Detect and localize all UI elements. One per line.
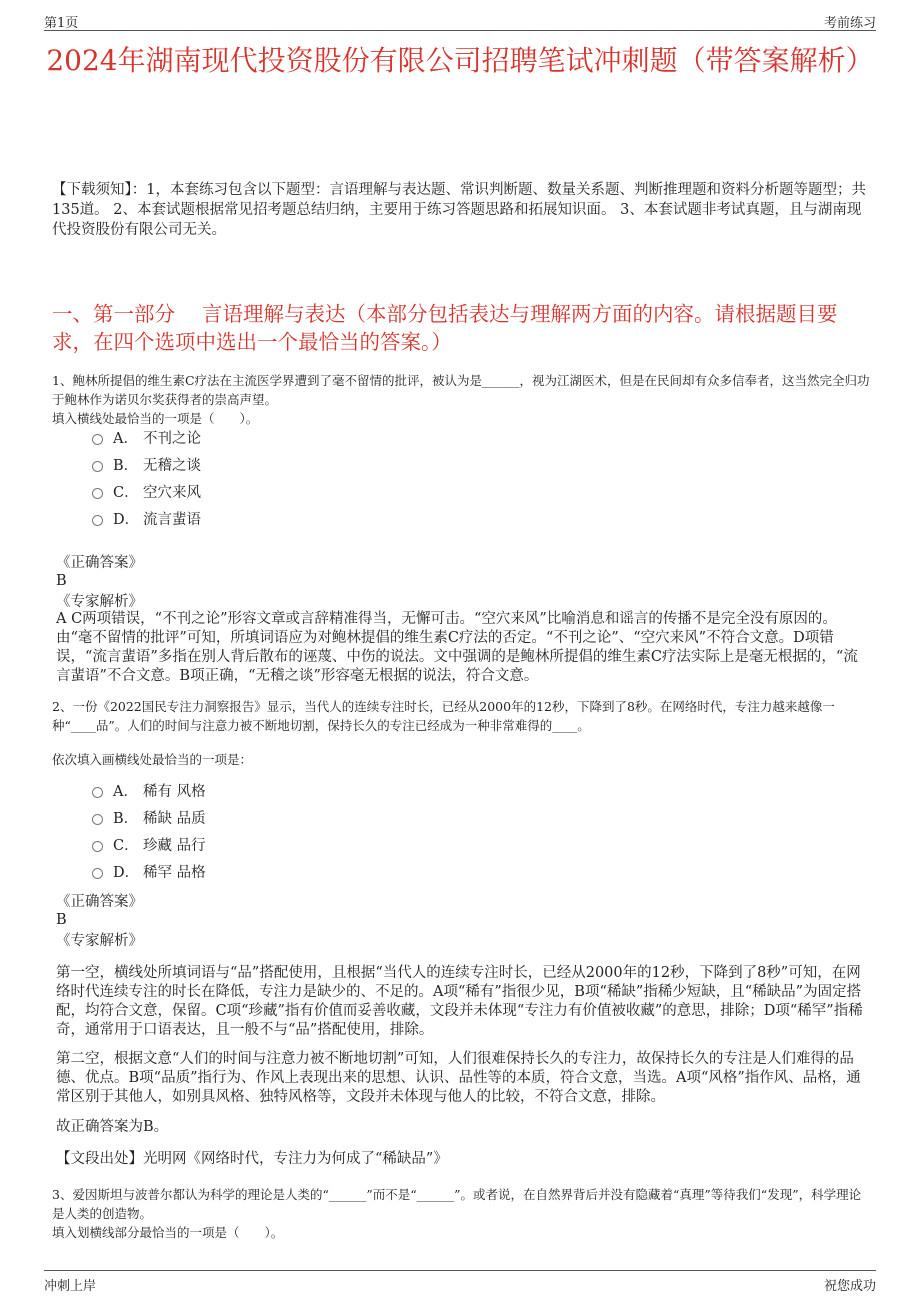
header-label: 考前练习 — [823, 16, 876, 31]
question-2-option-d[interactable]: D． 稀罕 品格 — [92, 860, 206, 887]
question-2-source: 【文段出处】光明网《网络时代，专注力为何成了“稀缺品”》 — [56, 1151, 448, 1167]
radio-icon[interactable] — [92, 488, 103, 499]
question-2-stem: 2、一份《2022国民专注力洞察报告》显示，当代人的连续专注时长，已经从2000年的12秒，下降到了8秒。在网络时代，专注力越来越像一种“____品”。人们的时间与注意力被不断地切割，保持长久的专注已经成为一种非常难得的____。 — [52, 699, 835, 733]
footer-left: 冲刺上岸 — [44, 1279, 97, 1294]
question-3-stem: 3、爱因斯坦与波普尔都认为科学的理论是人类的“______”而不是“______”。或者说，在自然界背后并没有隐藏着“真理”等待我们“发现”，科学理论是人类的创造物。 — [52, 1187, 862, 1221]
question-2-answer-label: 《正确答案》 — [56, 894, 143, 910]
page-footer — [44, 1270, 876, 1295]
question-1-option-b[interactable]: B． 无稽之谈 — [92, 453, 201, 480]
question-2-options — [92, 779, 206, 887]
question-2-analysis-label: 《专家解析》 — [56, 933, 143, 949]
download-notice: 【下载须知】：1，本套练习包含以下题型：言语理解与表达题、常识判断题、数量关系题、判断推理题和资料分析题等题型；共135道。 2、本套试题根据常见招考题总结归纳，主要用于练习答题思路和拓展知识面。 3、本套试题非考试真题，且与湖南现代投资股份有限公司无关。 — [52, 182, 866, 238]
question-1-answer: B — [56, 573, 67, 589]
radio-icon[interactable] — [92, 461, 103, 472]
question-2-analysis-paragraph-2: 第二空，根据文意“人们的时间与注意力被不断地切割”可知，人们很难保持长久的专注力，故保持长久的专注是人们难得的品德、优点。B项“品质”指行为、作风上表现出来的思想、认识、品性等的本质，符合文意，当选。A项“风格”指作风、品格，通常区别于其他人，如别具风格、独特风格等，文段并未体现与他人的比较，不符合文意，排除。 — [56, 1051, 861, 1105]
question-1-option-d[interactable]: D． 流言蜚语 — [92, 507, 201, 534]
question-1-option-c[interactable]: C． 空穴来风 — [92, 480, 201, 507]
question-1-options — [92, 426, 201, 534]
radio-icon[interactable] — [92, 814, 103, 825]
question-1-option-a[interactable]: A． 不刊之论 — [92, 426, 201, 453]
radio-icon[interactable] — [92, 434, 103, 445]
document-title: 2024年湖南现代投资股份有限公司招聘笔试冲刺题（带答案解析） — [46, 44, 874, 77]
page-number: 第1页 — [44, 16, 79, 31]
section-heading: 一、第一部分 言语理解与表达（本部分包括表达与理解两方面的内容。请根据题目要求，在四个选项中选出一个最恰当的答案。） — [52, 302, 838, 354]
radio-icon[interactable] — [92, 787, 103, 798]
question-1-stem: 1、鲍林所提倡的维生素C疗法在主流医学界遭到了毫不留情的批评，被认为是______，视为江湖医术，但是在民间却有众多信奉者，这当然完全归功于鲍林作为诺贝尔奖获得者的崇高声望。 — [52, 373, 870, 407]
question-1-analysis-label: 《专家解析》 — [56, 594, 143, 610]
question-2-option-a[interactable]: A． 稀有 风格 — [92, 779, 206, 806]
radio-icon[interactable] — [92, 841, 103, 852]
radio-icon[interactable] — [92, 868, 103, 879]
page-header — [44, 10, 876, 31]
question-2-option-c[interactable]: C． 珍藏 品行 — [92, 833, 206, 860]
question-2-analysis-paragraph-1: 第一空，横线处所填词语与“品”搭配使用，且根据“当代人的连续专注时长，已经从2000年的12秒，下降到了8秒”可知，在网络时代连续专注的时长在降低，专注力是缺少的、不足的。A项“稀有”指很少见，B项“稀缺”指稀少短缺，且“稀缺品”为固定搭配，均符合文意，保留。C项“珍藏”指有价值而妥善收藏，文段并未体现“专注力有价值被收藏”的意思，排除；D项“稀罕”指稀奇，通常用于口语表达，且一般不与“品”搭配使用，排除。 — [56, 965, 863, 1038]
radio-icon[interactable] — [92, 515, 103, 526]
question-1-prompt: 填入横线处最恰当的一项是（ ）。 — [52, 411, 259, 426]
question-2-option-b[interactable]: B． 稀缺 品质 — [92, 806, 206, 833]
question-3-prompt: 填入划横线部分最恰当的一项是（ ）。 — [52, 1225, 284, 1240]
question-2-conclusion: 故正确答案为B。 — [56, 1119, 169, 1135]
question-1-answer-label: 《正确答案》 — [56, 555, 143, 571]
question-1-analysis: A C两项错误，“不刊之论”形容文章或言辞精准得当，无懈可击。“空穴来风”比喻消息和谣言的传播不是完全没有原因的。由“毫不留情的批评”可知，所填词语应为对鲍林提倡的维生素C疗法的否定。“不刊之论”、“空穴来风”不符合文意。D项错误，“流言蜚语”多指在别人背后散布的诬蔑、中伤的说法。文中强调的是鲍林所提倡的维生素C疗法实际上是毫无根据的，“流言蜚语”不合文意。B项正确，“无稽之谈”形容毫无根据的说法，符合文意。 — [56, 611, 858, 684]
footer-right: 祝您成功 — [823, 1279, 876, 1294]
question-2-answer: B — [56, 912, 67, 928]
question-2-prompt: 依次填入画横线处最恰当的一项是： — [52, 752, 253, 767]
